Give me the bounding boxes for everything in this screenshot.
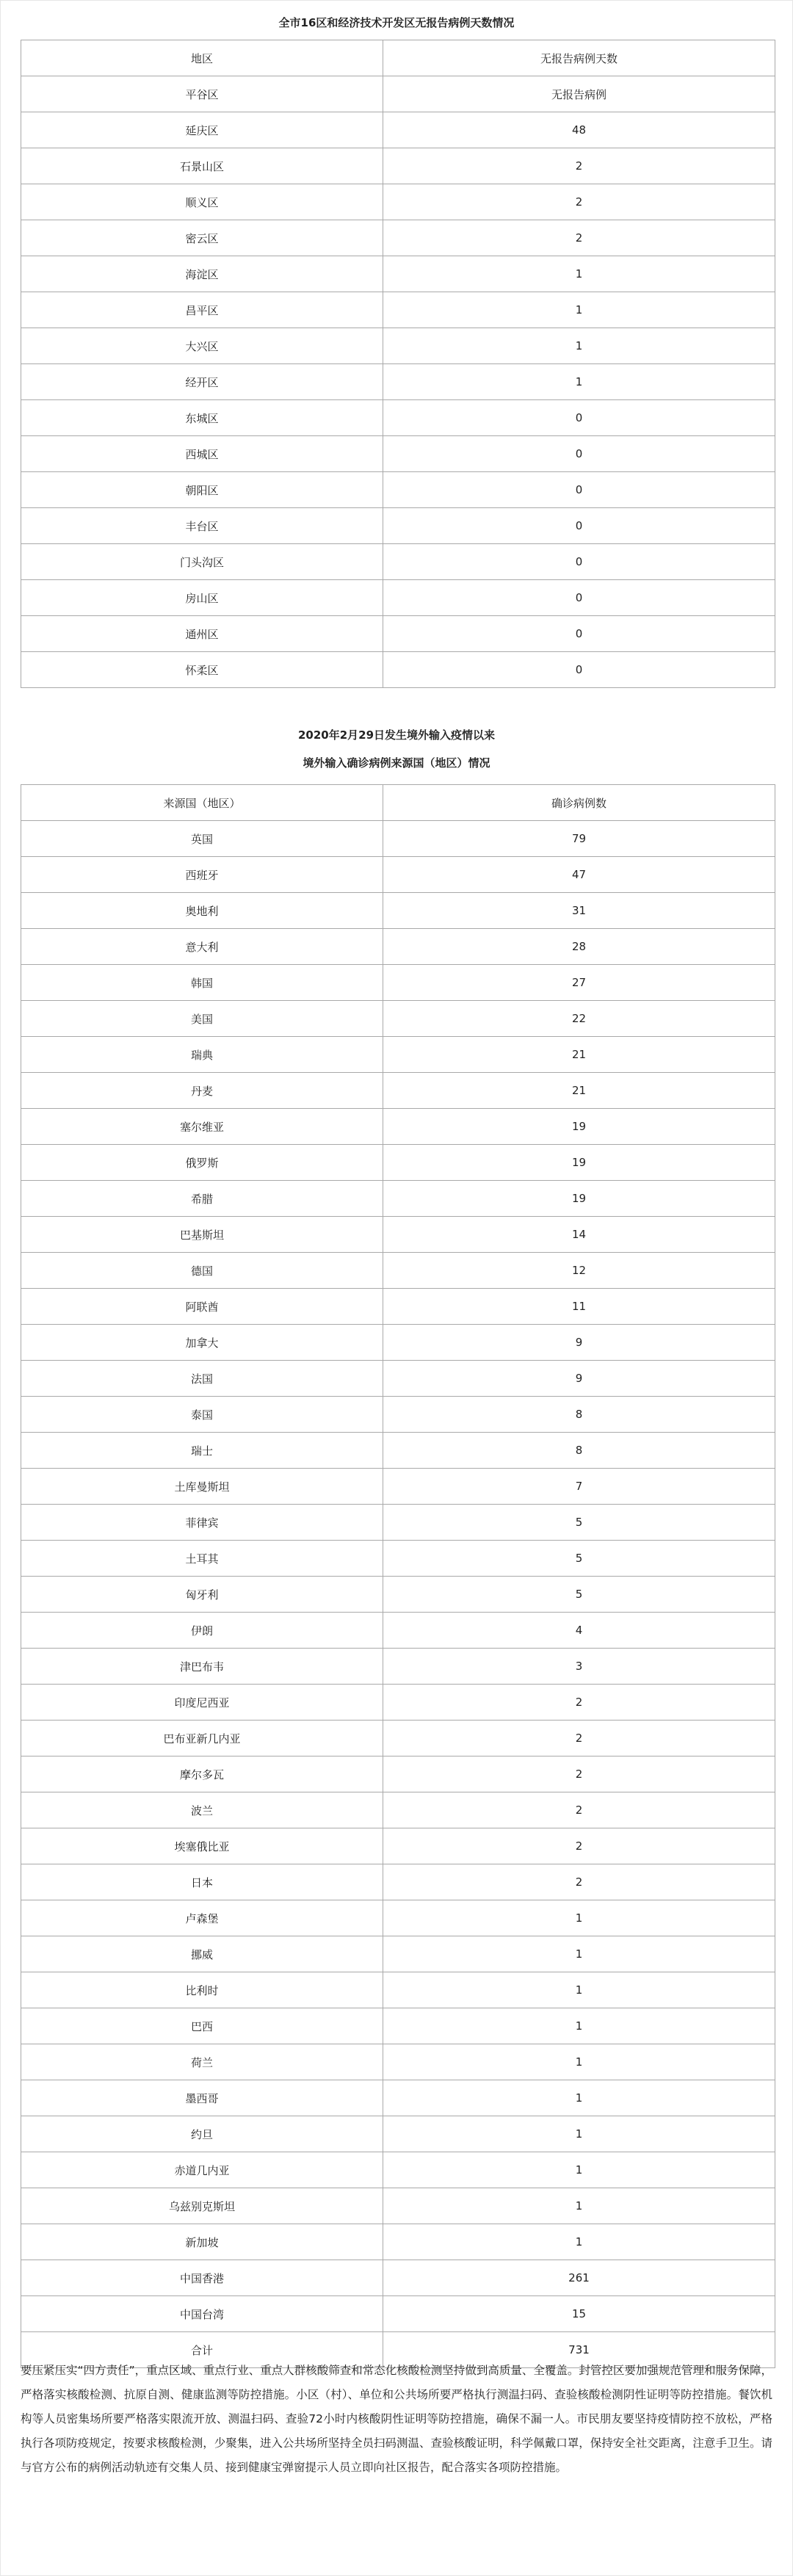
table-row bbox=[21, 2296, 775, 2332]
table-row bbox=[21, 1972, 775, 2008]
table-row bbox=[21, 929, 775, 965]
table-row bbox=[21, 1541, 775, 1577]
table-row bbox=[21, 1756, 775, 1792]
region-cell: 意大利 bbox=[21, 929, 383, 965]
table-header-row bbox=[21, 785, 775, 821]
table-row bbox=[21, 1325, 775, 1361]
table-row bbox=[21, 1792, 775, 1828]
value-cell: 22 bbox=[383, 1001, 775, 1037]
region-cell: 津巴布韦 bbox=[21, 1649, 383, 1685]
value-cell: 19 bbox=[383, 1145, 775, 1181]
table-row bbox=[21, 2188, 775, 2224]
value-cell: 2 bbox=[383, 220, 775, 256]
region-cell: 墨西哥 bbox=[21, 2080, 383, 2116]
district-section bbox=[0, 10, 793, 688]
table-row bbox=[21, 184, 775, 220]
value-cell: 19 bbox=[383, 1109, 775, 1145]
region-cell: 海淀区 bbox=[21, 256, 383, 292]
table-row bbox=[21, 857, 775, 893]
region-cell: 泰国 bbox=[21, 1397, 383, 1433]
table-row bbox=[21, 256, 775, 292]
value-cell: 1 bbox=[383, 1900, 775, 1936]
region-cell: 房山区 bbox=[21, 580, 383, 616]
value-cell: 1 bbox=[383, 292, 775, 328]
region-cell: 丹麦 bbox=[21, 1073, 383, 1109]
value-cell: 1 bbox=[383, 2224, 775, 2260]
value-cell: 1 bbox=[383, 2116, 775, 2152]
region-cell: 经开区 bbox=[21, 364, 383, 400]
region-cell: 菲律宾 bbox=[21, 1505, 383, 1541]
import-table bbox=[21, 784, 775, 2368]
region-cell: 石景山区 bbox=[21, 148, 383, 184]
value-cell: 4 bbox=[383, 1613, 775, 1649]
value-cell: 1 bbox=[383, 1972, 775, 2008]
value-cell: 19 bbox=[383, 1181, 775, 1217]
table-row bbox=[21, 1181, 775, 1217]
table-row bbox=[21, 893, 775, 929]
region-cell: 西班牙 bbox=[21, 857, 383, 893]
value-cell: 2 bbox=[383, 1685, 775, 1721]
table-row bbox=[21, 1037, 775, 1073]
table-row bbox=[21, 1469, 775, 1505]
region-cell: 土耳其 bbox=[21, 1541, 383, 1577]
region-cell: 中国香港 bbox=[21, 2260, 383, 2296]
value-cell: 47 bbox=[383, 857, 775, 893]
region-cell: 乌兹别克斯坦 bbox=[21, 2188, 383, 2224]
table-row bbox=[21, 1361, 775, 1397]
region-cell: 伊朗 bbox=[21, 1613, 383, 1649]
value-cell: 2 bbox=[383, 184, 775, 220]
value-cell: 731 bbox=[383, 2332, 775, 2368]
table-row bbox=[21, 1289, 775, 1325]
table-row bbox=[21, 436, 775, 472]
region-cell: 比利时 bbox=[21, 1972, 383, 2008]
value-cell: 1 bbox=[383, 2044, 775, 2080]
table-row bbox=[21, 328, 775, 364]
region-cell: 印度尼西亚 bbox=[21, 1685, 383, 1721]
value-cell: 5 bbox=[383, 1577, 775, 1613]
region-cell: 东城区 bbox=[21, 400, 383, 436]
table-row bbox=[21, 1433, 775, 1469]
value-cell: 79 bbox=[383, 821, 775, 857]
import-table-title-1: 2020年2月29日发生境外输入疫情以来 bbox=[297, 728, 496, 742]
table-row bbox=[21, 2080, 775, 2116]
region-cell: 密云区 bbox=[21, 220, 383, 256]
table-row bbox=[21, 508, 775, 544]
value-cell: 15 bbox=[383, 2296, 775, 2332]
table-row bbox=[21, 2224, 775, 2260]
value-cell: 31 bbox=[383, 893, 775, 929]
value-cell: 21 bbox=[383, 1073, 775, 1109]
region-cell: 延庆区 bbox=[21, 112, 383, 148]
region-cell: 法国 bbox=[21, 1361, 383, 1397]
region-cell: 合计 bbox=[21, 2332, 383, 2368]
region-cell: 加拿大 bbox=[21, 1325, 383, 1361]
table-row bbox=[21, 220, 775, 256]
value-cell: 0 bbox=[383, 508, 775, 544]
value-cell: 1 bbox=[383, 328, 775, 364]
region-cell: 瑞士 bbox=[21, 1433, 383, 1469]
import-table-title-2: 境外输入确诊病例来源国（地区）情况 bbox=[303, 756, 490, 770]
value-cell: 0 bbox=[383, 616, 775, 652]
table-row bbox=[21, 1613, 775, 1649]
value-cell: 1 bbox=[383, 364, 775, 400]
region-cell: 挪威 bbox=[21, 1936, 383, 1972]
region-cell: 埃塞俄比亚 bbox=[21, 1828, 383, 1864]
table-row bbox=[21, 2152, 775, 2188]
region-cell: 通州区 bbox=[21, 616, 383, 652]
table-row bbox=[21, 76, 775, 112]
table-header-cell: 地区 bbox=[21, 40, 383, 76]
region-cell: 英国 bbox=[21, 821, 383, 857]
region-cell: 希腊 bbox=[21, 1181, 383, 1217]
value-cell: 1 bbox=[383, 2008, 775, 2044]
region-cell: 丰台区 bbox=[21, 508, 383, 544]
value-cell: 21 bbox=[383, 1037, 775, 1073]
table-row bbox=[21, 965, 775, 1001]
table-row bbox=[21, 1109, 775, 1145]
table-header-cell: 无报告病例天数 bbox=[383, 40, 775, 76]
region-cell: 美国 bbox=[21, 1001, 383, 1037]
table-row bbox=[21, 544, 775, 580]
value-cell: 14 bbox=[383, 1217, 775, 1253]
table-header-row bbox=[21, 40, 775, 76]
region-cell: 昌平区 bbox=[21, 292, 383, 328]
region-cell: 门头沟区 bbox=[21, 544, 383, 580]
value-cell: 27 bbox=[383, 965, 775, 1001]
import-section bbox=[0, 721, 793, 2368]
region-cell: 塞尔维亚 bbox=[21, 1109, 383, 1145]
region-cell: 奥地利 bbox=[21, 893, 383, 929]
table-row bbox=[21, 580, 775, 616]
region-cell: 卢森堡 bbox=[21, 1900, 383, 1936]
table-row bbox=[21, 2044, 775, 2080]
value-cell: 11 bbox=[383, 1289, 775, 1325]
region-cell: 土库曼斯坦 bbox=[21, 1469, 383, 1505]
value-cell: 9 bbox=[383, 1325, 775, 1361]
table-row bbox=[21, 1397, 775, 1433]
table-row bbox=[21, 1649, 775, 1685]
value-cell: 3 bbox=[383, 1649, 775, 1685]
table-header-cell: 来源国（地区） bbox=[21, 785, 383, 821]
value-cell: 0 bbox=[383, 580, 775, 616]
prevention-note: 要压紧压实“四方责任”，重点区域、重点行业、重点人群核酸筛查和常态化核酸检测坚持做到高质量、全覆盖。封管控区要加强规范管理和服务保障，严格落实核酸检测、抗原自测、健康监测等防控措施。小区（村）、单位和公共场所要严格执行测温扫码、查验核酸检测阴性证明等防控措施。餐饮机构等人员密集场所要严格落实限流开放、测温扫码、查验72小时内核酸阴性证明等防控措施，确保不漏一人。市民朋友要坚持疫情防控不放松，严格执行各项防疫规定，按要求核酸检测，少聚集，进入公共场所坚持全员扫码测温、查验核酸证明，科学佩戴口罩，保持安全社交距离，注意手卫生。请与官方公布的病例活动轨迹有交集人员、接到健康宝弹窗提示人员立即向社区报告，配合落实各项防控措施。 bbox=[21, 2364, 772, 2474]
table-row bbox=[21, 1001, 775, 1037]
value-cell: 1 bbox=[383, 1936, 775, 1972]
value-cell: 5 bbox=[383, 1541, 775, 1577]
value-cell: 0 bbox=[383, 652, 775, 688]
region-cell: 俄罗斯 bbox=[21, 1145, 383, 1181]
region-cell: 怀柔区 bbox=[21, 652, 383, 688]
region-cell: 巴基斯坦 bbox=[21, 1217, 383, 1253]
region-cell: 约旦 bbox=[21, 2116, 383, 2152]
value-cell: 261 bbox=[383, 2260, 775, 2296]
table-row bbox=[21, 472, 775, 508]
table-row bbox=[21, 1145, 775, 1181]
table-row bbox=[21, 1073, 775, 1109]
table-header-cell: 确诊病例数 bbox=[383, 785, 775, 821]
value-cell: 0 bbox=[383, 436, 775, 472]
region-cell: 巴西 bbox=[21, 2008, 383, 2044]
region-cell: 赤道几内亚 bbox=[21, 2152, 383, 2188]
table-row bbox=[21, 1685, 775, 1721]
value-cell: 2 bbox=[383, 1828, 775, 1864]
table-row bbox=[21, 1864, 775, 1900]
table-row bbox=[21, 148, 775, 184]
value-cell: 0 bbox=[383, 472, 775, 508]
table-row bbox=[21, 652, 775, 688]
region-cell: 中国台湾 bbox=[21, 2296, 383, 2332]
value-cell: 0 bbox=[383, 400, 775, 436]
region-cell: 匈牙利 bbox=[21, 1577, 383, 1613]
region-cell: 韩国 bbox=[21, 965, 383, 1001]
value-cell: 2 bbox=[383, 1864, 775, 1900]
value-cell: 7 bbox=[383, 1469, 775, 1505]
district-table-title: 全市16区和经济技术开发区无报告病例天数情况 bbox=[278, 16, 515, 29]
table-row bbox=[21, 1253, 775, 1289]
region-cell: 顺义区 bbox=[21, 184, 383, 220]
table-row bbox=[21, 2008, 775, 2044]
table-row bbox=[21, 400, 775, 436]
value-cell: 12 bbox=[383, 1253, 775, 1289]
region-cell: 平谷区 bbox=[21, 76, 383, 112]
value-cell: 1 bbox=[383, 2152, 775, 2188]
table-row bbox=[21, 1217, 775, 1253]
value-cell: 2 bbox=[383, 1756, 775, 1792]
table-row bbox=[21, 821, 775, 857]
region-cell: 西城区 bbox=[21, 436, 383, 472]
table-row bbox=[21, 1577, 775, 1613]
table-row bbox=[21, 112, 775, 148]
value-cell: 1 bbox=[383, 2080, 775, 2116]
table-row bbox=[21, 616, 775, 652]
value-cell: 2 bbox=[383, 148, 775, 184]
table-row bbox=[21, 2260, 775, 2296]
district-table bbox=[21, 40, 775, 688]
region-cell: 朝阳区 bbox=[21, 472, 383, 508]
table-row bbox=[21, 1828, 775, 1864]
table-row bbox=[21, 364, 775, 400]
value-cell: 无报告病例 bbox=[383, 76, 775, 112]
value-cell: 9 bbox=[383, 1361, 775, 1397]
table-row bbox=[21, 1721, 775, 1756]
table-row bbox=[21, 1900, 775, 1936]
value-cell: 28 bbox=[383, 929, 775, 965]
region-cell: 新加坡 bbox=[21, 2224, 383, 2260]
table-row bbox=[21, 292, 775, 328]
region-cell: 日本 bbox=[21, 1864, 383, 1900]
value-cell: 2 bbox=[383, 1792, 775, 1828]
value-cell: 1 bbox=[383, 256, 775, 292]
region-cell: 德国 bbox=[21, 1253, 383, 1289]
region-cell: 大兴区 bbox=[21, 328, 383, 364]
region-cell: 波兰 bbox=[21, 1792, 383, 1828]
value-cell: 0 bbox=[383, 544, 775, 580]
value-cell: 1 bbox=[383, 2188, 775, 2224]
region-cell: 摩尔多瓦 bbox=[21, 1756, 383, 1792]
value-cell: 8 bbox=[383, 1397, 775, 1433]
table-row bbox=[21, 1936, 775, 1972]
table-row bbox=[21, 1505, 775, 1541]
value-cell: 5 bbox=[383, 1505, 775, 1541]
region-cell: 阿联酋 bbox=[21, 1289, 383, 1325]
region-cell: 巴布亚新几内亚 bbox=[21, 1721, 383, 1756]
table-row bbox=[21, 2116, 775, 2152]
value-cell: 8 bbox=[383, 1433, 775, 1469]
value-cell: 48 bbox=[383, 112, 775, 148]
region-cell: 荷兰 bbox=[21, 2044, 383, 2080]
value-cell: 2 bbox=[383, 1721, 775, 1756]
region-cell: 瑞典 bbox=[21, 1037, 383, 1073]
